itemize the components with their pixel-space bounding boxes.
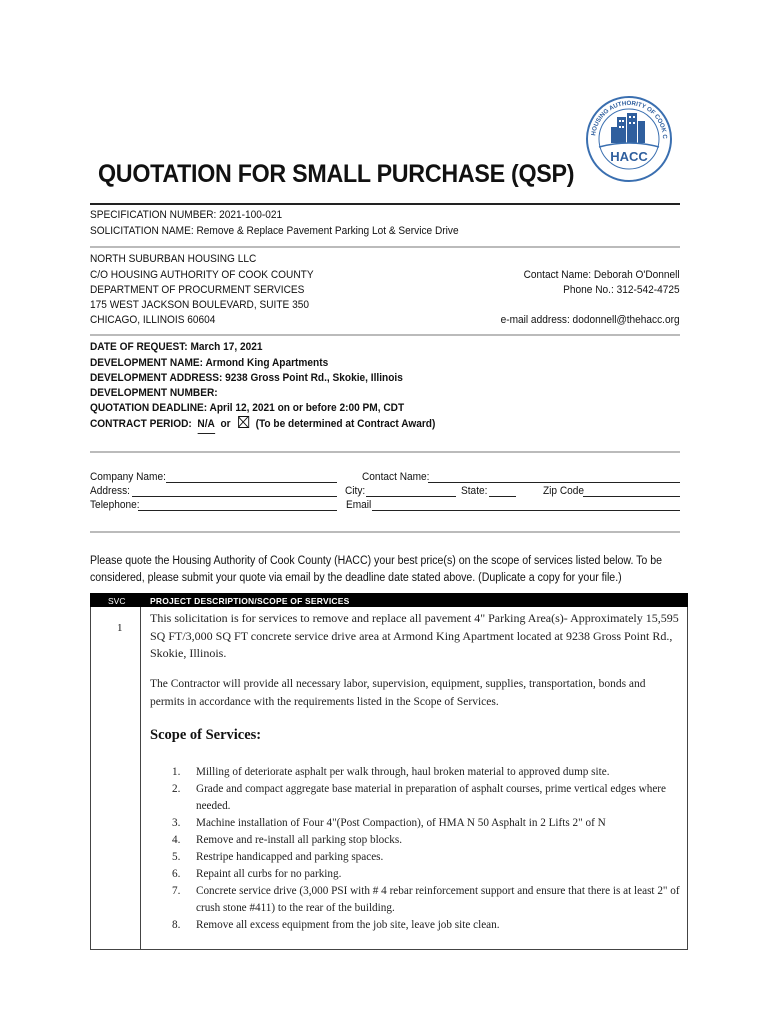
list-item-number: 5. <box>172 851 181 863</box>
svc-number: 1 <box>117 622 123 634</box>
intro-line-1: Please quote the Housing Authority of Cook County (HACC) your best price(s) on the scope of services listed below. To be <box>90 555 663 567</box>
scope-list <box>150 764 682 934</box>
solicitation-name: SOLICITATION NAME: Remove & Replace Pavement Parking Lot & Service Drive <box>90 225 459 237</box>
list-item-number: 8. <box>172 919 181 931</box>
list-item-text: Repaint all curbs for no parking. <box>196 868 342 880</box>
list-item-text: Remove and re-install all parking stop blocks. <box>196 834 402 846</box>
list-item-number: 3. <box>172 817 181 829</box>
spec-number: SPECIFICATION NUMBER: 2021-100-021 <box>90 209 283 221</box>
divider <box>90 203 680 205</box>
list-item-text: Remove all excess equipment from the job site, leave job site clean. <box>196 919 500 931</box>
address-line-5: CHICAGO, ILLINOIS 60604 <box>90 314 216 326</box>
divider <box>90 531 680 533</box>
logo-ring-text: HOUSING AUTHORITY OF COOK C <box>590 99 669 140</box>
date-of-request: DATE OF REQUEST: March 17, 2021 <box>90 341 263 353</box>
hacc-logo <box>585 95 673 183</box>
list-item-text: Grade and compact aggregate base material in preparation of asphalt courses, prime vertical edges where needed. <box>196 783 666 812</box>
development-address: DEVELOPMENT ADDRESS: 9238 Gross Point Rd., Skokie, Illinois <box>90 372 403 384</box>
list-item <box>150 764 682 781</box>
contact-phone: Phone No.: 312-542-4725 <box>563 284 680 296</box>
contract-period-na: N/A <box>197 417 214 434</box>
contact-name-field[interactable] <box>428 472 680 483</box>
description-paragraph-1: This solicitation is for services to remove and replace all pavement 4" Parking Area(s)- Approximately 15,595 SQ FT/3,000 SQ FT concrete service drive area at Armond King Apartment located at 9238 Gross Point Rd., Skokie, Illinois. <box>150 611 679 660</box>
column-svc: SVC <box>108 596 126 606</box>
telephone-field[interactable] <box>138 500 337 511</box>
list-item-text: Concrete service drive (3,000 PSI with # 4 rebar reinforcement support and ensure that there is at least 2" of crush stone #411) to the rear of the building. <box>196 885 680 914</box>
address-line-4: 175 WEST JACKSON BOULEVARD, SUITE 350 <box>90 299 309 311</box>
company-name-field[interactable] <box>166 472 337 483</box>
list-item-text: Milling of deteriorate asphalt per walk through, haul broken material to approved dump site. <box>196 766 610 778</box>
contract-period-or: or <box>220 418 231 430</box>
contact-email: e-mail address: dodonnell@thehacc.org <box>500 314 680 326</box>
email-label: Email <box>346 499 372 511</box>
checked-box-icon[interactable] <box>238 416 249 428</box>
city-field[interactable] <box>366 486 456 497</box>
list-item <box>150 832 682 849</box>
list-item <box>150 815 682 832</box>
intro-line-2: considered, please submit your quote via email by the deadline date stated above. (Duplicate a copy for your file.) <box>90 572 622 584</box>
list-item <box>150 866 682 883</box>
address-line-1: NORTH SUBURBAN HOUSING LLC <box>90 253 257 265</box>
svg-text:HOUSING AUTHORITY OF COOK COUN <box>585 95 668 140</box>
page-title: QUOTATION FOR SMALL PURCHASE (QSP) <box>98 160 575 188</box>
list-item <box>150 849 682 866</box>
contact-name-label: Contact Name: <box>362 471 430 483</box>
logo-abbr: HACC <box>610 149 648 164</box>
company-name-label: Company Name: <box>90 471 166 483</box>
list-item-number: 2. <box>172 783 181 795</box>
telephone-label: Telephone: <box>90 499 140 511</box>
address-line-2: C/O HOUSING AUTHORITY OF COOK COUNTY <box>90 269 314 281</box>
list-item <box>150 781 682 815</box>
contract-period-label: CONTRACT PERIOD: <box>90 418 192 430</box>
address-field[interactable] <box>132 486 337 497</box>
description-paragraph-2: The Contractor will provide all necessary labor, supervision, equipment, supplies, transportation, bonds and permits in accordance with the requirements listed in the Scope of Services. <box>150 678 646 708</box>
quotation-deadline: QUOTATION DEADLINE: April 12, 2021 on or before 2:00 PM, CDT <box>90 402 405 414</box>
divider <box>90 451 680 453</box>
contract-period-tbd: (To be determined at Contract Award) <box>255 418 436 430</box>
list-item-number: 1. <box>172 766 181 778</box>
development-number: DEVELOPMENT NUMBER: <box>90 387 218 399</box>
state-field[interactable] <box>489 486 516 497</box>
list-item <box>150 917 682 934</box>
city-label: City: <box>345 485 366 497</box>
divider <box>90 334 680 336</box>
column-divider <box>140 607 141 949</box>
divider <box>90 246 680 248</box>
list-item <box>150 883 682 917</box>
list-item-number: 6. <box>172 868 181 880</box>
list-item-number: 4. <box>172 834 181 846</box>
list-item-text: Restripe handicapped and parking spaces. <box>196 851 384 863</box>
address-label: Address: <box>90 485 130 497</box>
list-item-number: 7. <box>172 885 181 897</box>
address-line-3: DEPARTMENT OF PROCURMENT SERVICES <box>90 284 305 296</box>
zip-label: Zip Code <box>543 485 585 497</box>
email-field[interactable] <box>372 500 680 511</box>
contract-period <box>90 416 435 434</box>
state-label: State: <box>461 485 488 497</box>
contact-name: Contact Name: Deborah O'Donnell <box>523 269 680 281</box>
list-item-text: Machine installation of Four 4"(Post Compaction), of HMA N 50 Asphalt in 2 Lifts 2" of N <box>196 817 606 829</box>
scope-heading: Scope of Services: <box>150 727 262 743</box>
zip-field[interactable] <box>583 486 680 497</box>
development-name: DEVELOPMENT NAME: Armond King Apartments <box>90 357 329 369</box>
column-description: PROJECT DESCRIPTION/SCOPE OF SERVICES <box>150 596 350 606</box>
